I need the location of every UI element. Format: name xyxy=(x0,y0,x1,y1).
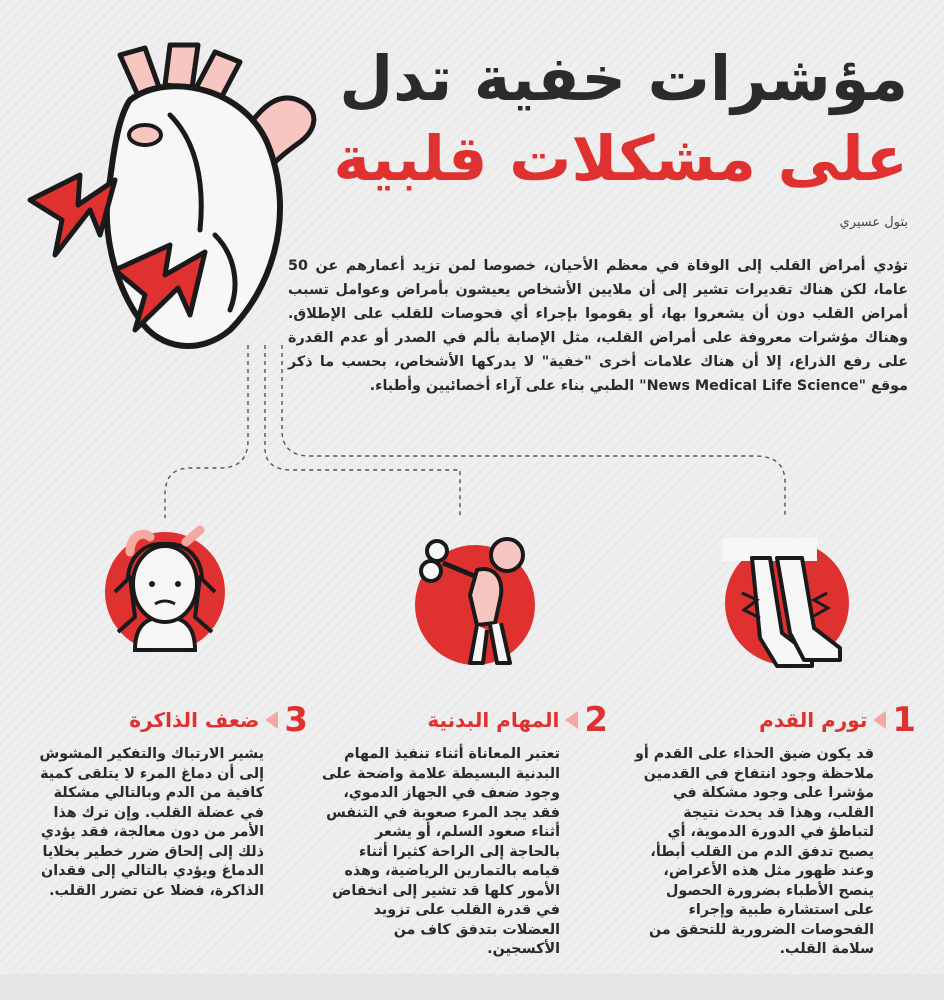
item-3-heading xyxy=(129,700,308,740)
item-1-heading xyxy=(759,700,916,740)
item-1-arrow-icon xyxy=(873,711,886,729)
confused-head-icon xyxy=(100,522,230,652)
intro-paragraph: تؤدي أمراض القلب إلى الوفاة في معظم الأحيان، خصوصا لمن تزيد أعمارهم عن 50 عاما، لكن هناك تقديرات تشير إلى أن ملايين الأشخاص يعيشون بأمراض وعوامل تسبب أمراض القلب دون أن يشعروا بها، أو يقوموا بإجراء أي فحوصات للقلب على الإطلاق. وهناك مؤشرات معروفة على أمراض القلب، مثل الإصابة بألم في الصدر أو عدم القدرة على رفع الذراع، إلا أن هناك علامات أخرى "خفية" لا يدركها الأشخاص، بحسب ما ذكر موقع "News Medical Life Science" الطبي بناء على آراء أخصائيين وأطباء. xyxy=(288,258,908,395)
swollen-feet-icon xyxy=(722,538,852,668)
tired-person-icon xyxy=(415,535,545,665)
page-title-line-2: على مشكلات قلبية xyxy=(333,122,908,195)
item-1-body: قد يكون ضيق الحذاء على القدم أو ملاحظة وجود انتفاخ في القدمين مؤشرا على وجود مشكلة في القلب، وهذا قد يحدث نتيجة لتباطؤ في الدورة الدموية، أي يصبح تدفق الدم من القلب أبطأ، وعند ظهور مثل هذه الأعراض، ينصح الأطباء بضرورة الحصول على استشارة طبية وإجراء الفحوصات الضرورية للتحقق من سلامة القلب. xyxy=(634,746,874,957)
item-1-number: 1 xyxy=(892,700,916,740)
bottom-band xyxy=(0,974,944,1000)
item-2-arrow-icon xyxy=(565,711,578,729)
author-name: بتول عسيري xyxy=(839,215,908,230)
item-3-number: 3 xyxy=(284,700,308,740)
item-2-body: تعتبر المعاناة أثناء تنفيذ المهام البدنية البسيطة علامة واضحة على وجود ضعف في الجهاز الدموي، فقد يجد المرء صعوبة في التنفس أثناء صعود السلم، أو يشعر بالحاجة إلى الراحة كثيرا أثناء قيامه بالتمارين الرياضية، وهذه الأمور كلها قد تشير إلى انخفاض في قدرة القلب على تزويد العضلات بتدفق كاف من الأكسجين. xyxy=(321,746,560,957)
page-title-line-1: مؤشرات خفية تدل xyxy=(339,42,908,115)
item-2-title: المهام البدنية xyxy=(427,708,560,732)
item-1-title: تورم القدم xyxy=(759,708,868,732)
item-2-heading xyxy=(427,700,608,740)
item-2-number: 2 xyxy=(584,700,608,740)
item-3-body: يشير الارتباك والتفكير المشوش إلى أن دماغ المرء لا يتلقى كمية كافية من الدم وبالتالي مشكلة في عضلة القلب. وإن ترك هذا الأمر من دون معالجة، فقد يؤدي ذلك إلى إلحاق ضرر خطير بخلايا الدماغ ويؤدي بالتالي إلى فقدان الذاكرة، فضلا عن تضرر القلب. xyxy=(39,746,264,899)
item-3-title: ضعف الذاكرة xyxy=(129,708,260,732)
item-3-arrow-icon xyxy=(265,711,278,729)
